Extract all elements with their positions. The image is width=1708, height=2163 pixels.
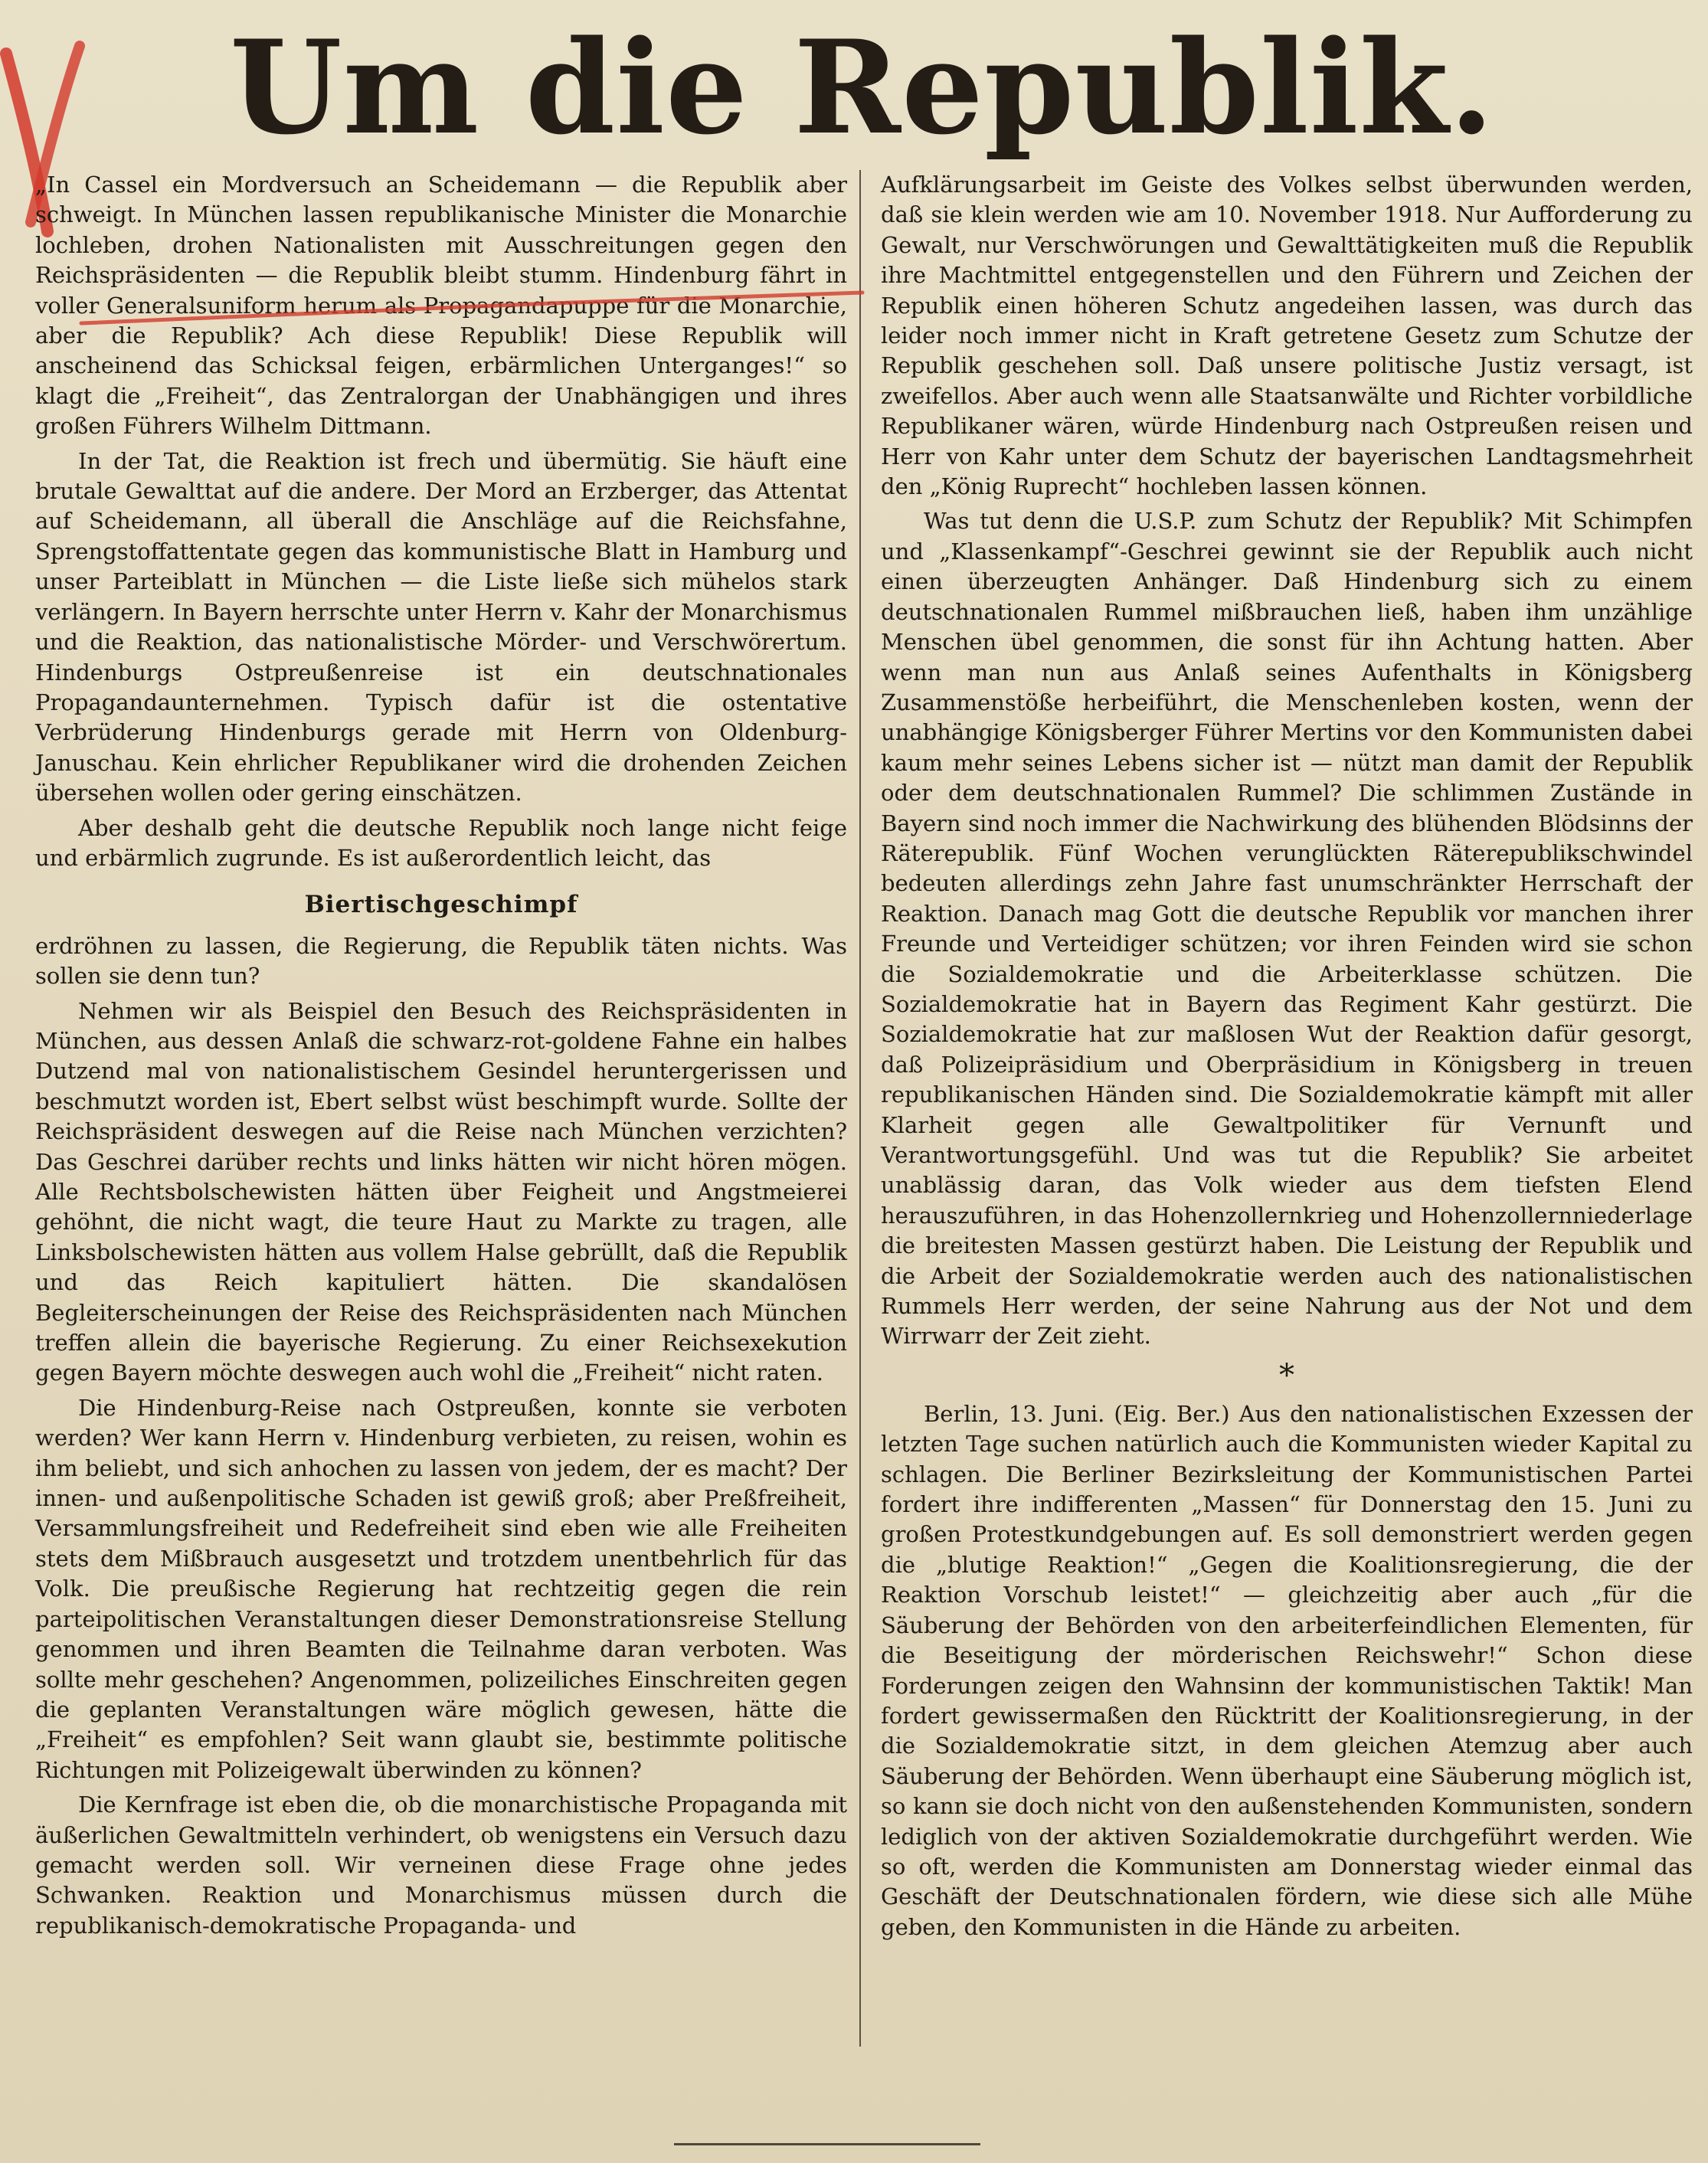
bottom-rule xyxy=(674,2143,980,2145)
paragraph: Die Hindenburg-Reise nach Ostpreußen, konnte sie verboten werden? Wer kann Herrn v. Hindenburg verbieten, zu reisen, wohin es ihm beliebt, und sich anhochen zu lassen von jedem, der es macht? Der innen- und außenpolitische Schaden ist gewiß groß; aber Preßfreiheit, Versammlungsfreiheit und Redefreiheit sind eben wie alle Freiheiten stets dem Mißbrauch ausgesetzt und trotzdem unentbehrlich für das Volk. Die preußische Regierung hat rechtzeitig gegen die rein parteipolitischen Veranstaltungen dieser Demonstrationsreise Stellung genommen und ihren Beamten die Teilnahme daran verboten. Was sollte mehr geschehen? Angenommen, polizeiliches Einschreiten gegen die geplanten Veranstaltungen wäre möglich gewesen, hätte die „Freiheit“ es empfohlen? Seit wann glaubt sie, bestimmte politische Richtungen mit Polizeigewalt überwinden zu können? xyxy=(35,1394,847,1783)
paragraph: Was tut denn die U.S.P. zum Schutz der Republik? Mit Schimpfen und „Klassenkampf“-Geschrei gewinnt sie der Republik auch nicht einen überzeugten Anhänger. Daß Hindenburg sich zu einem deutschnationalen Rummel mißbrauchen ließ, haben ihm unzählige Menschen übel genommen, die sonst für ihn Achtung hatten. Aber wenn man nun aus Anlaß seines Aufenthalts in Königsberg Zusammenstöße herbeiführt, die Menschenleben kosten, wenn der unabhängige Königsberger Führer Mertins vor den Kommunisten dabei kaum mehr seines Lebens sicher ist — nützt man damit der Republik oder dem deutschnationalen Rummel? Die schlimmen Zustände in Bayern sind noch immer die Nachwirkung des blühenden Blödsinns der Räterepublik. Fünf Wochen verunglückten Räterepublikschwindel bedeuten allerdings zehn Jahre fast unumschränkter Herrschaft der Reaktion. Danach mag Gott die deutsche Republik vor manchen ihrer Freunde und Verteidiger schützen; vor ihren Feinden wird sie schon die Sozialdemokratie und die Arbeiterklasse schützen. Die Sozialdemokratie hat in Bayern das Regiment Kahr gestürzt. Die Sozialdemokratie hat zur maßlosen Wut der Reaktion dafür gesorgt, daß Polizeipräsidium und Oberpräsidium in Königsberg in treuen republikanischen Händen sind. Die Sozialdemokratie kämpft mit aller Klarheit gegen alle Gewaltpolitiker für Vernunft und Verantwortungsgefühl. Und was tut die Republik? Sie arbeitet unablässig daran, das Volk wieder aus dem tiefsten Elend herauszuführen, in das Hohenzollernkrieg und Hohenzollernniederlage die breitesten Massen gestürzt haben. Die Leistung der Republik und die Arbeit der Sozialdemokratie werden auch des nationalistischen Rummels Herr werden, der seine Nahrung aus der Not und dem Wirrwarr der Zeit zieht. xyxy=(881,508,1693,1350)
page-title: Um die Republik. xyxy=(230,11,1495,163)
paragraph: Aufklärungsarbeit im Geiste des Volkes selbst überwunden werden, daß sie klein werden wie am 10. November 1918. Nur Aufforderung zu Gewalt, nur Verschwörungen und Gewalttätigkeiten muß die Republik ihre Machtmittel entgegenstellen und den Führern und Zeichen der Republik einen höheren Schutz angedeihen lassen, was durch das leider noch immer nicht in Kraft getretene Gesetz zum Schutze der Republik geschehen soll. Daß unsere politische Justiz versagt, ist zweifellos. Aber auch wenn alle Staatsanwälte und Richter vorbildliche Republikaner wären, würde Hindenburg nach Ostpreußen reisen und Herr von Kahr unter dem Schutz der bayerischen Landtagsmehrheit den „König Ruprecht“ hochleben lassen können. xyxy=(881,172,1693,500)
paragraph: Die Kernfrage ist eben die, ob die monarchistische Propaganda mit äußerlichen Gewaltmitteln verhindert, ob wenigstens ein Versuch dazu gemacht werden soll. Wir verneinen diese Frage ohne jedes Schwanken. Reaktion und Monarchismus müssen durch die republikanisch-demokratische Propaganda- und xyxy=(35,1792,847,1939)
section-heading: Biertischgeschimpf xyxy=(304,891,578,919)
right-column xyxy=(881,170,1693,1947)
column-divider xyxy=(859,170,861,2047)
paragraph: erdröhnen zu lassen, die Regierung, die Republik täten nichts. Was sollen sie denn tun? xyxy=(35,932,847,990)
paragraph: Berlin, 13. Juni. (Eig. Ber.) Aus den nationalistischen Exzessen der letzten Tage suchen natürlich auch die Kommunisten wieder Kapital zu schlagen. Die Berliner Bezirksleitung der Kommunistischen Partei fordert ihre indifferenten „Massen“ für Donnerstag den 15. Juni zu großen Protestkundgebungen auf. Es soll demonstriert werden gegen die „blutige Reaktion!“ „Gegen die Koalitionsregierung, die der Reaktion Vorschub leistet!“ — gleichzeitig aber auch „für die Säuberung der Behörden von den arbeiterfeindlichen Elementen, für die Beseitigung der mörderischen Reichswehr!“ Schon diese Forderungen zeigen den Wahnsinn der kommunistischen Taktik! Man fordert gewissermaßen den Rücktritt der Koalitionsregierung, in der die Sozialdemokratie sitzt, in dem gleichen Atemzug aber auch Säuberung der Behörden. Wenn überhaupt eine Säuberung möglich ist, so kann sie doch nicht von den außenstehenden Kommunisten, sondern lediglich von der aktiven Sozialdemokratie durchgeführt werden. Wie so oft, werden die Kommunisten am Donnerstag wieder einmal das Geschäft der Deutschnationalen fördern, wie diese sich alle Mühe geben, den Kommunisten in die Hände zu arbeiten. xyxy=(881,1400,1693,1940)
section-separator: * xyxy=(1279,1357,1294,1393)
paragraph: „In Cassel ein Mordversuch an Scheidemann — die Republik aber schweigt. In München lassen republikanische Minister die Monarchie lochleben, drohen Nationalisten mit Ausschreitungen gegen den Reichspräsidenten — die Republik bleibt stumm. Hindenburg fährt in voller Generalsuniform herum als Propagandapuppe für die Monarchie, aber die Republik? Ach diese Republik! Diese Republik will anscheinend das Schicksal feigen, erbärmlichen Unterganges!“ so klagt die „Freiheit“, das Zentralorgan der Unabhängigen und ihres großen Führers Wilhelm Dittmann. xyxy=(35,172,847,440)
left-column xyxy=(35,170,847,1945)
paragraph: Aber deshalb geht die deutsche Republik noch lange nicht feige und erbärmlich zugrunde. Es ist außerordentlich leicht, das xyxy=(35,814,847,871)
paragraph: Nehmen wir als Beispiel den Besuch des Reichspräsidenten in München, aus dessen Anlaß die schwarz-rot-goldene Fahne ein halbes Dutzend mal von nationalistischem Gesindel heruntergerissen und beschmutzt worden ist, Ebert selbst wüst beschimpft wurde. Sollte der Reichspräsident deswegen auf die Reise nach München verzichten? Das Geschrei darüber rechts und links hätten wir nicht hören mögen. Alle Rechtsbolschewisten hätten über Feigheit und Angstmeierei gehöhnt, die nicht wagt, die teure Haut zu Markte zu tragen, alle Linksbolschewisten hätten aus vollem Halse gebrüllt, daß die Republik und das Reich kapituliert hätten. Die skandalösen Begleiterscheinungen der Reise des Reichspräsidenten nach München treffen allein die bayerische Regierung. Zu einer Reichsexekution gegen Bayern möchte deswegen auch wohl die „Freiheit“ nicht raten. xyxy=(35,997,847,1386)
paragraph: In der Tat, die Reaktion ist frech und übermütig. Sie häuft eine brutale Gewalttat auf die andere. Der Mord an Erzberger, das Attentat auf Scheidemann, all überall die Anschläge auf die Reichsfahne, Sprengstoffattentate gegen das kommunistische Blatt in Hamburg und unser Parteiblatt in München — die Liste ließe sich mühelos stark verlängern. In Bayern herrschte unter Herrn v. Kahr der Monarchismus und die Reaktion, das nationalistische Mörder- und Verschwörertum. Hindenburgs Ostpreußenreise ist ein deutschnationales Propagandaunternehmen. Typisch dafür ist die ostentative Verbrüderung Hindenburgs gerade mit Herrn von Oldenburg-Januschau. Kein ehrlicher Republikaner wird die drohenden Zeichen übersehen wollen oder gering einschätzen. xyxy=(35,447,847,807)
